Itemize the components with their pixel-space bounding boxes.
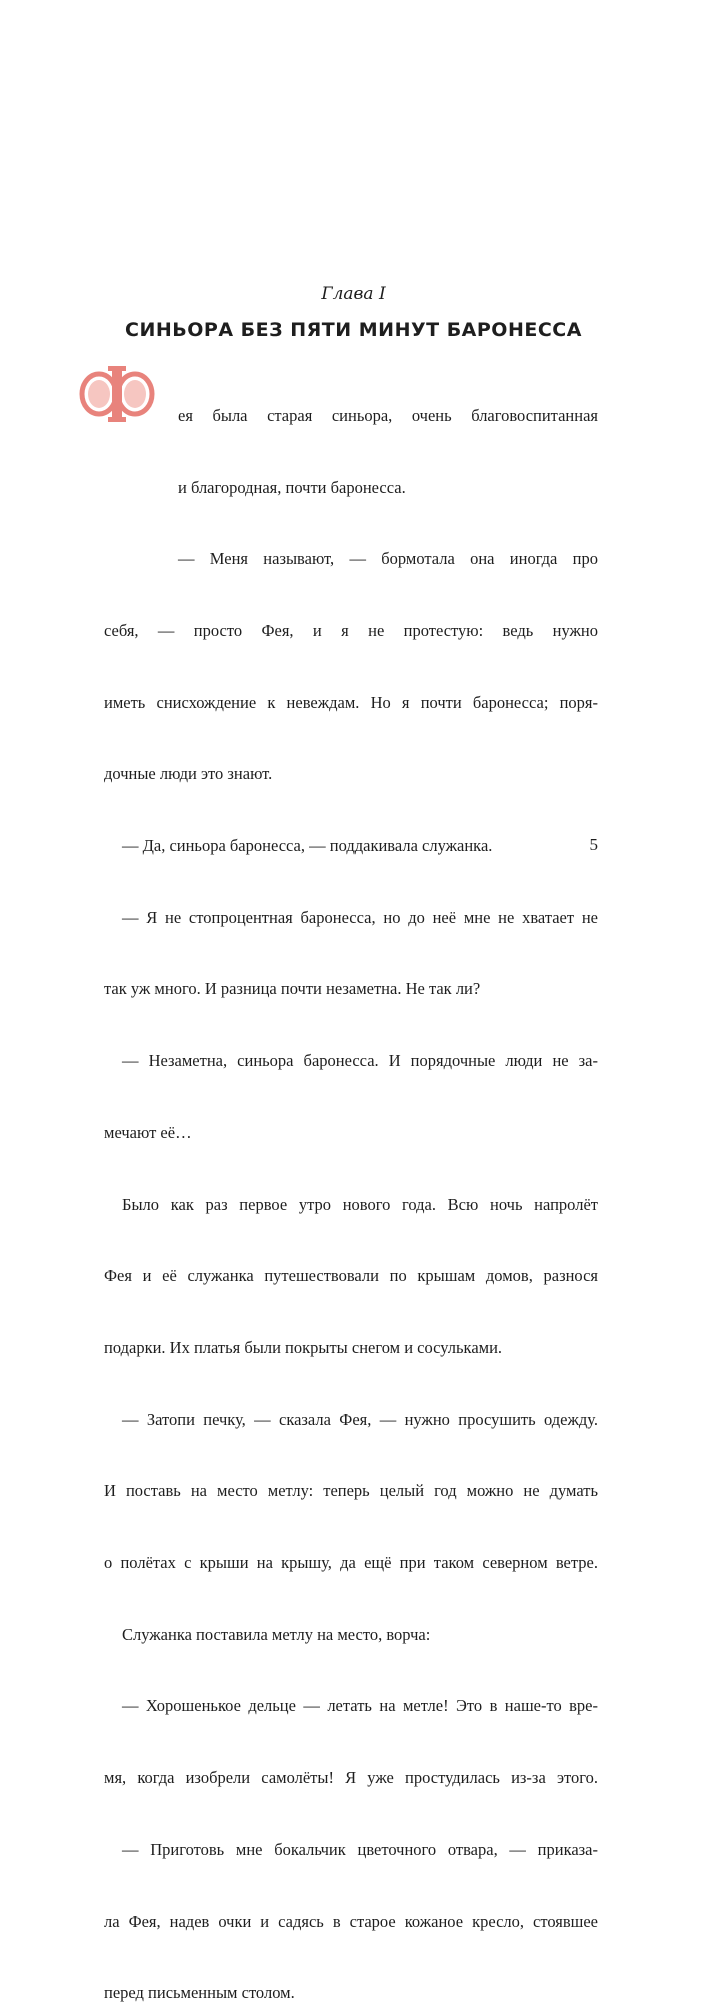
text-line: подарки. Их платья были покрыты снегом и сосульками. xyxy=(104,1337,503,1357)
text-line: — Меня называют, — бормотала она иногда про xyxy=(178,549,598,569)
text-line: мя, когда изобрели самолёты! Я уже простудилась из-за этого. xyxy=(104,1768,598,1788)
text-line: ла Фея, надев очки и садясь в старое кожаное кресло, стоявшее xyxy=(104,1911,598,1931)
body-text xyxy=(104,356,598,2002)
dropcap-text: Ф xyxy=(117,398,118,399)
text-line: — Да, синьора баронесса, — поддакивала служанка. xyxy=(122,836,493,856)
page-number: 5 xyxy=(589,835,598,854)
text-line: мечают её… xyxy=(104,1122,192,1142)
text-line: И поставь на место метлу: теперь целый год можно не думать xyxy=(104,1481,598,1501)
text-line: и благородная, почти баронесса. xyxy=(178,477,406,497)
text-line: — Незаметна, синьора баронесса. И порядочные люди не за- xyxy=(122,1051,598,1071)
chapter-title: СИНЬОРА БЕЗ ПЯТИ МИНУТ БАРОНЕССА xyxy=(125,319,582,341)
text-line: ея была старая синьора, очень благовоспитанная xyxy=(178,405,598,425)
text-line: так уж много. И разница почти незаметна. Не так ли? xyxy=(104,979,481,999)
text-line: перед письменным столом. xyxy=(104,1983,295,2002)
text-line: дочные люди это знают. xyxy=(104,764,273,784)
text-line: — Затопи печку, — сказала Фея, — нужно просушить одежду. xyxy=(122,1409,598,1429)
text-line: — Хорошенькое дельце — летать на метле! Это в наше-то вре- xyxy=(122,1696,598,1716)
text-line: Служанка поставила метлу на место, ворча: xyxy=(122,1624,431,1644)
text-line: о полётах с крыши на крышу, да ещё при таком северном ветре. xyxy=(104,1553,598,1573)
text-line: Было как раз первое утро нового года. Всю ночь напролёт xyxy=(122,1194,598,1214)
text-line: — Приготовь мне бокальчик цветочного отвара, — приказа- xyxy=(122,1839,598,1859)
text-line: — Я не стопроцентная баронесса, но до неё мне не хватает не xyxy=(122,907,598,927)
text-line: иметь снисхождение к невеждам. Но я почти баронесса; поря- xyxy=(104,692,598,712)
chapter-label: Глава I xyxy=(321,284,386,304)
text-line: себя, — просто Фея, и я не протестую: ведь нужно xyxy=(104,620,598,640)
text-line: Фея и её служанка путешествовали по крышам домов, разнося xyxy=(104,1266,598,1286)
